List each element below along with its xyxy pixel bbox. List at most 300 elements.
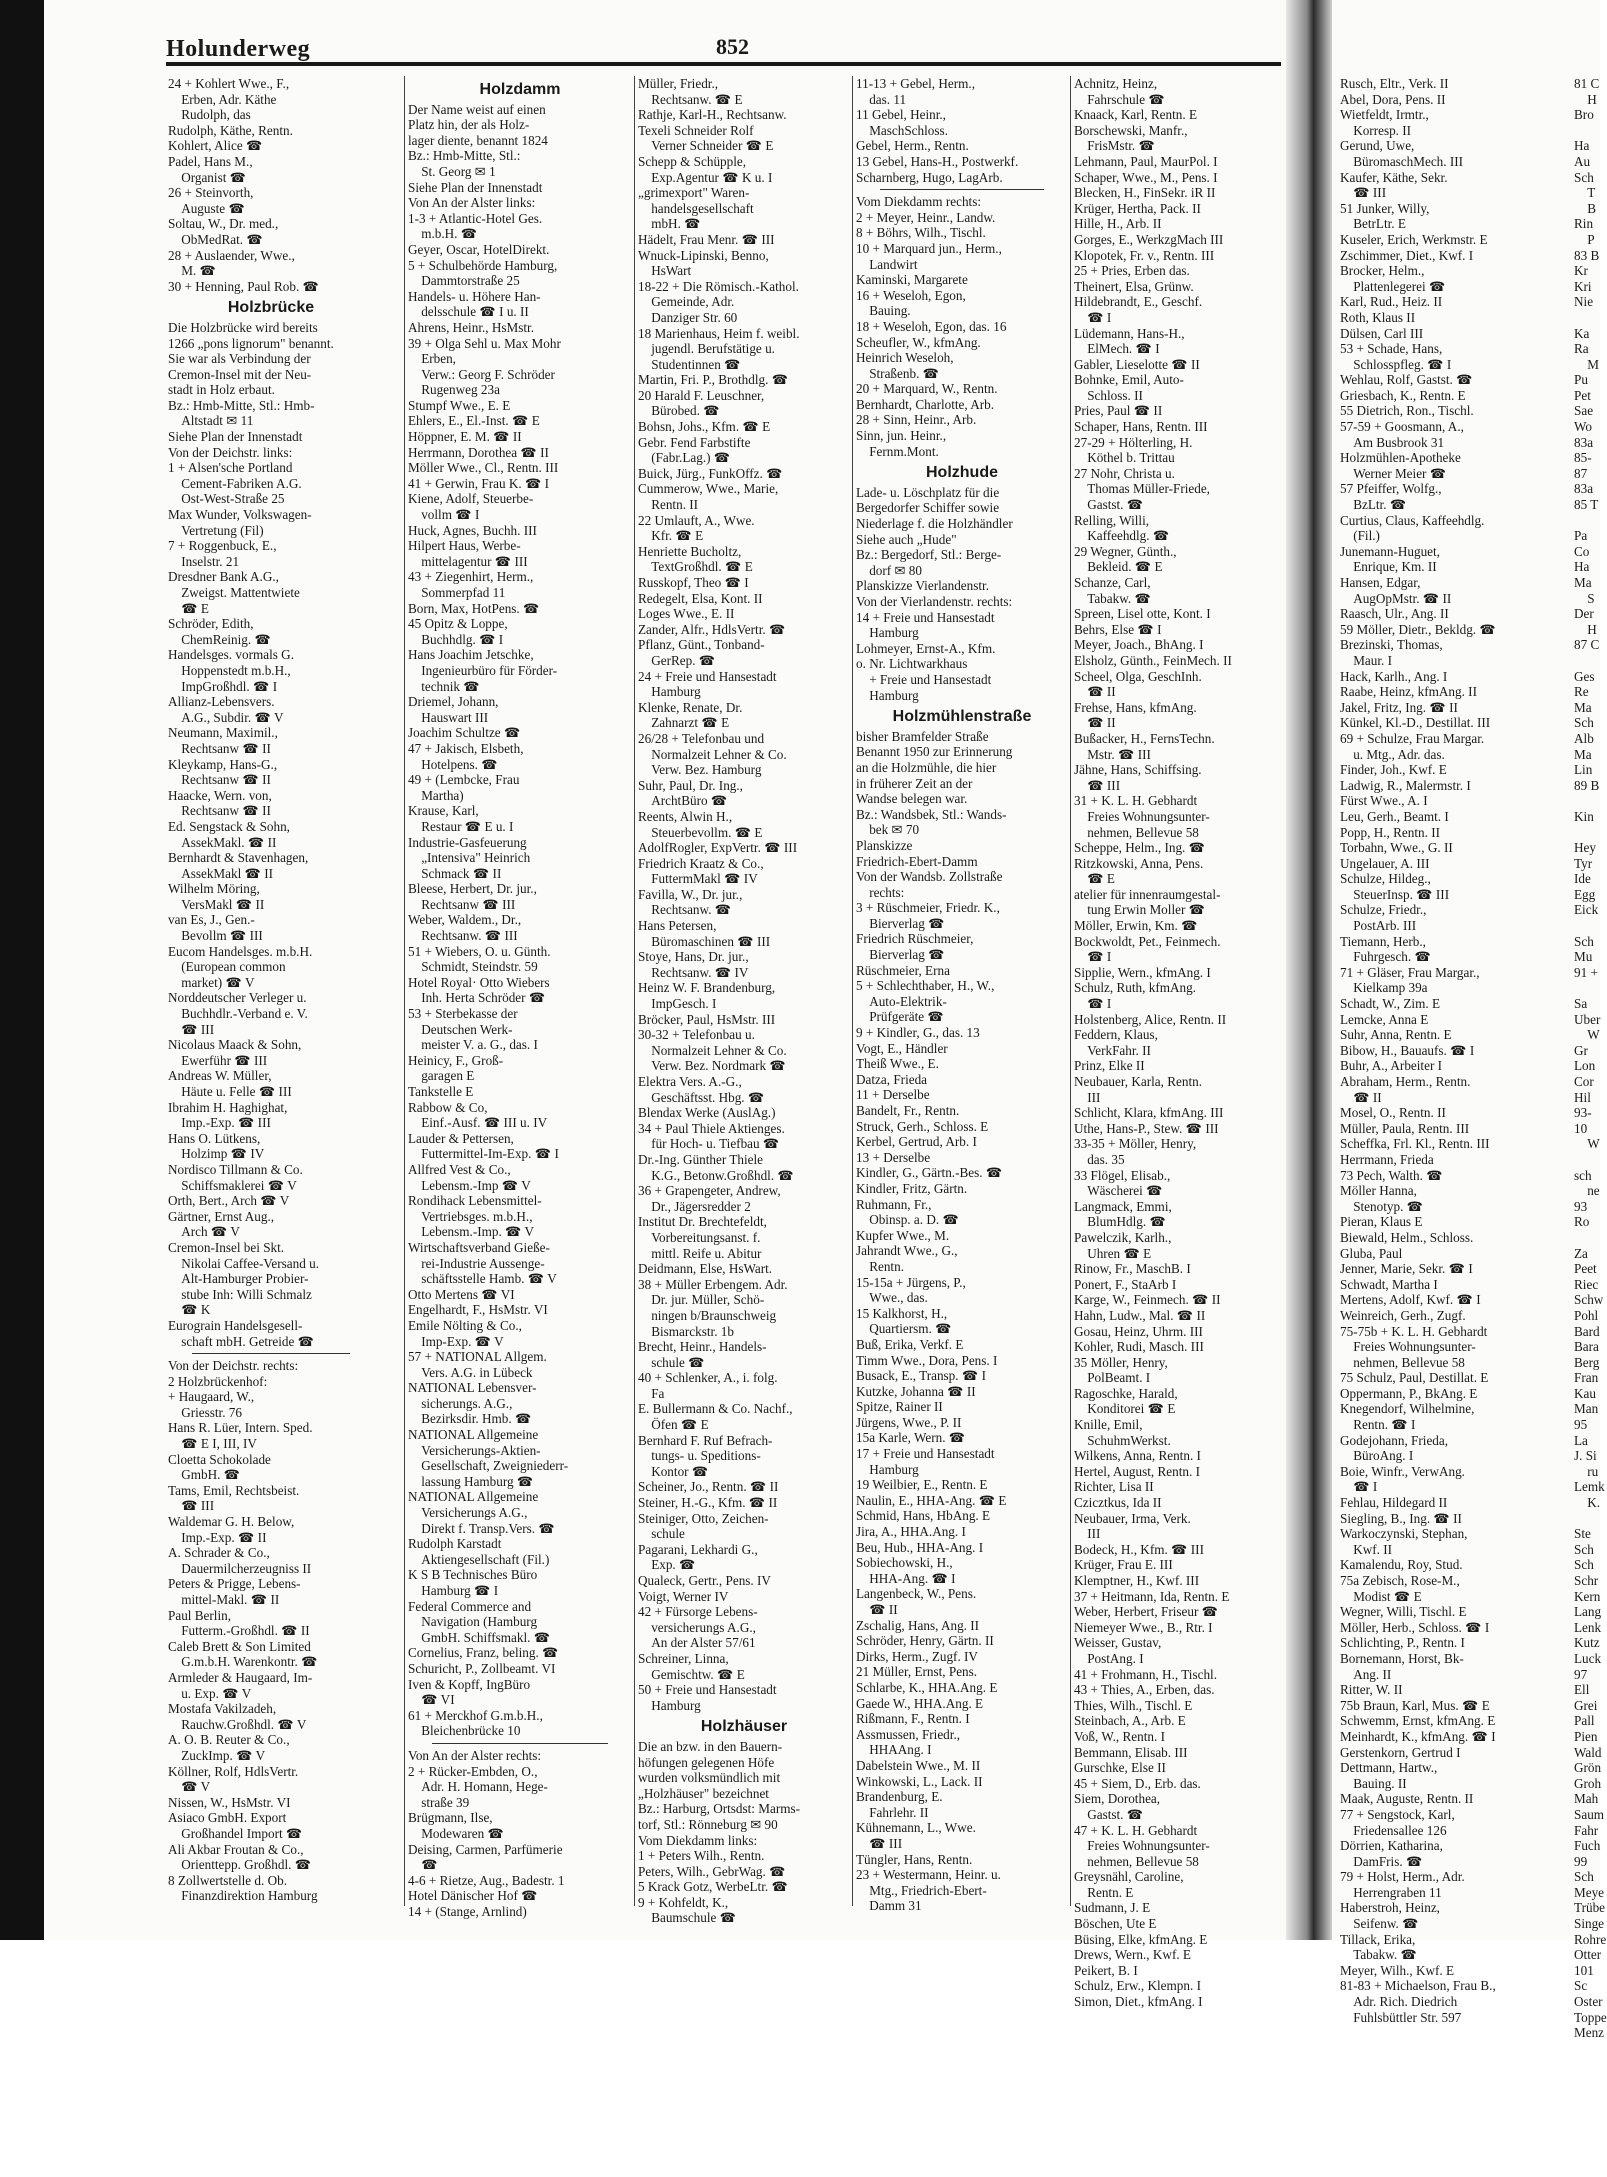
directory-entry-line: Wäscherei ☎ bbox=[1074, 1183, 1163, 1199]
directory-entry-line: u. Mtg., Adr. das. bbox=[1340, 746, 1445, 762]
directory-entry-line: Versicherungs-Aktien- bbox=[408, 1442, 541, 1458]
directory-entry-line: A. O. B. Reuter & Co., bbox=[168, 1732, 290, 1748]
directory-entry-line: 27-29 + Hölterling, H. bbox=[1074, 434, 1193, 450]
page-number: 852 bbox=[716, 34, 749, 59]
directory-entry-line: Möller Wwe., Cl., Rentn. III bbox=[408, 460, 559, 476]
directory-entry-line: Rinow, Fr., MaschB. I bbox=[1074, 1261, 1191, 1277]
directory-entry-line: Handelsges. vormals G. bbox=[168, 647, 294, 663]
directory-entry-line: Hans Joachim Jetschke, bbox=[408, 647, 534, 663]
directory-entry-line: Verw. Bez. Nordmark ☎ bbox=[638, 1058, 786, 1074]
directory-entry-line: Neumann, Maximil., bbox=[168, 725, 278, 741]
directory-entry-line: Suhr, Anna, Rentn. E bbox=[1340, 1027, 1452, 1043]
directory-entry-line: Langmack, Emmi, bbox=[1074, 1198, 1172, 1214]
directory-entry-line: 40 + Schlenker, A., i. folg. bbox=[638, 1370, 778, 1386]
directory-entry-line: ZuckImp. ☎ V bbox=[168, 1747, 266, 1763]
directory-entry-line: 26/28 + Telefonbau und bbox=[638, 730, 765, 746]
directory-entry-line: Herrmann, Frieda bbox=[1340, 1151, 1434, 1167]
directory-entry-line: Kin bbox=[1574, 793, 1594, 824]
directory-entry-line: Kr bbox=[1574, 263, 1588, 279]
directory-entry-line: Exp.Agentur ☎ K u. I bbox=[638, 169, 773, 185]
directory-entry-line: ☎ I bbox=[1340, 1479, 1378, 1495]
directory-entry-line: AugOpMstr. ☎ II bbox=[1340, 590, 1452, 606]
directory-entry-line: Industrie-Gasfeuerung bbox=[408, 834, 527, 850]
directory-column-5 bbox=[1074, 76, 1286, 2010]
directory-entry-line: Hauswart III bbox=[408, 709, 489, 725]
directory-entry-line: Kielkamp 39a bbox=[1340, 980, 1428, 996]
directory-entry-line: Böschen, Ute E bbox=[1074, 1916, 1157, 1932]
directory-entry-line: 75b Braun, Karl, Mus. ☎ E bbox=[1340, 1697, 1490, 1713]
directory-entry-line: Rabbow & Co, bbox=[408, 1099, 488, 1115]
directory-entry-line: Schmid, Hans, HbAng. E bbox=[856, 1508, 991, 1524]
directory-entry-line: Biewald, Helm., Schloss. bbox=[1340, 1229, 1474, 1245]
directory-column-7-cut bbox=[1574, 76, 1607, 2041]
directory-entry-line: 47 + Jakisch, Elsbeth, bbox=[408, 740, 524, 756]
directory-entry-line: Trübe bbox=[1574, 1900, 1606, 1916]
directory-entry-line: Die an bzw. in den Bauern- bbox=[638, 1738, 783, 1754]
directory-entry-line: Quartiersm. ☎ bbox=[856, 1321, 952, 1337]
directory-entry-line: DamFris. ☎ bbox=[1340, 1853, 1423, 1869]
directory-entry-line: Hil bbox=[1574, 1089, 1591, 1105]
directory-entry-line: Bz.: Wandsbek, Stl.: Wands- bbox=[856, 806, 1007, 822]
directory-entry-line: Relling, Willi, bbox=[1074, 512, 1150, 528]
directory-entry-line: Kuseler, Erich, Werkmstr. E bbox=[1340, 231, 1488, 247]
directory-entry-line: 57 Pfeiffer, Wolfg., bbox=[1340, 481, 1442, 497]
directory-entry-line: Sch bbox=[1574, 715, 1594, 731]
directory-entry-line: Vogt, E., Händler bbox=[856, 1040, 948, 1056]
directory-entry-line: ☎ II bbox=[1074, 684, 1116, 700]
directory-entry-line: HHA-Ang. ☎ I bbox=[856, 1570, 956, 1586]
directory-entry-line: Möller, Erwin, Km. ☎ bbox=[1074, 918, 1198, 934]
directory-entry-line: Bauing. II bbox=[1340, 1775, 1407, 1791]
directory-entry-line: 99 Sch bbox=[1574, 1853, 1594, 1885]
directory-entry-line: 38 + Müller Erbengem. Adr. bbox=[638, 1276, 788, 1292]
directory-entry-line: Erben, Adr. Käthe bbox=[168, 91, 277, 107]
directory-entry-line: Pu bbox=[1574, 372, 1588, 388]
directory-entry-line: 81-83 + Michaelson, Frau B., bbox=[1340, 1978, 1496, 1994]
directory-entry-line: Klemptner, H., Kwf. III bbox=[1074, 1573, 1200, 1588]
directory-entry-line: Schlosspfleg. ☎ I bbox=[1340, 356, 1452, 372]
directory-entry-line: Alt-Hamburger Probier- bbox=[168, 1271, 309, 1287]
directory-entry-line: Nicolaus Maack & Sohn, bbox=[168, 1037, 302, 1053]
directory-entry-line: mittelagentur ☎ III bbox=[408, 553, 528, 569]
directory-entry-line: Ra bbox=[1574, 341, 1589, 357]
directory-entry-line: Institut Dr. Brechtefeldt, bbox=[638, 1214, 767, 1230]
directory-entry-line: Hamburg bbox=[856, 1461, 919, 1477]
directory-entry-line: E. Bullermann & Co. Nachf., bbox=[638, 1401, 793, 1417]
directory-entry-line: Weber, Herbert, Friseur ☎ bbox=[1074, 1604, 1219, 1620]
directory-entry-line: Handels- u. Höhere Han- bbox=[408, 288, 541, 304]
directory-entry-line: Lang bbox=[1574, 1604, 1602, 1620]
directory-entry-line: Friedensallee 126 bbox=[1340, 1822, 1447, 1838]
directory-entry-line: Reents, Alwin H., bbox=[638, 808, 733, 824]
directory-entry-line: 28 + Sinn, Heinr., Arb. bbox=[856, 412, 977, 428]
directory-entry-line: Allfred Vest & Co., bbox=[408, 1161, 511, 1177]
street-heading: Holzhäuser bbox=[700, 1718, 788, 1736]
directory-entry-line: Sch bbox=[1574, 169, 1594, 185]
directory-entry-line: Lohmeyer, Ernst-A., Kfm. bbox=[856, 640, 996, 656]
directory-entry-line: Gebel, Herm., Rentn. bbox=[856, 138, 969, 154]
directory-entry-line: Rugenweg 23a bbox=[408, 382, 500, 398]
directory-entry-line: M bbox=[1574, 356, 1599, 372]
directory-entry-line: Der Name weist auf einen bbox=[408, 101, 546, 117]
directory-entry-line: Schwadt, Martha I bbox=[1340, 1276, 1438, 1292]
directory-entry-line: Schulze, Hildeg., bbox=[1340, 871, 1431, 887]
directory-entry-line: Inh. Herta Schröder ☎ bbox=[408, 990, 546, 1006]
directory-entry-line: Meinhardt, K., kfmAng. ☎ I bbox=[1340, 1728, 1496, 1744]
directory-entry-line: ☎ E bbox=[1074, 871, 1115, 887]
directory-entry-line: Scharnberg, Hugo, LagArb. bbox=[856, 169, 1003, 185]
directory-entry-line: AssekMakl. ☎ II bbox=[168, 834, 277, 850]
directory-entry-line: Dabelstein Wwe., M. II bbox=[856, 1757, 981, 1773]
directory-entry-line: Kaffeehdlg. ☎ bbox=[1074, 528, 1170, 544]
directory-entry-line: Groh bbox=[1574, 1775, 1602, 1791]
directory-entry-line: Sobiechowski, H., bbox=[856, 1555, 953, 1571]
street-heading: Holzmühlenstraße bbox=[892, 708, 1032, 726]
directory-entry-line: FuttermMakl ☎ IV bbox=[638, 871, 758, 887]
directory-entry-line: Abel, Dora, Pens. II bbox=[1340, 91, 1446, 107]
directory-entry-line: Hack, Karlh., Ang. I bbox=[1340, 668, 1448, 684]
directory-entry-line: Erben, bbox=[408, 351, 456, 367]
directory-entry-line: Müller, Paula, Rentn. III bbox=[1340, 1120, 1470, 1136]
directory-entry-line: Federal Commerce and bbox=[408, 1598, 532, 1614]
directory-entry-line: Bergedorfer Schiffer sowie bbox=[856, 500, 1000, 516]
directory-entry-line: nehmen, Bellevue 58 bbox=[1340, 1354, 1465, 1370]
directory-entry-line: Born, Max, HotPens. ☎ bbox=[408, 600, 540, 616]
directory-entry-line: Imp-Exp. ☎ V bbox=[408, 1333, 504, 1349]
directory-entry-line: 75 Schulz, Paul, Destillat. E bbox=[1340, 1370, 1489, 1386]
directory-entry-line: Stoye, Hans, Dr. jur., bbox=[638, 949, 749, 965]
directory-entry-line: Sch bbox=[1574, 1557, 1594, 1573]
directory-entry-line: Rißmann, F., Rentn. I bbox=[856, 1711, 970, 1727]
directory-entry-line: Junemann-Huguet, bbox=[1340, 543, 1440, 559]
directory-entry-line: 1266 „pons lignorum" benannt. bbox=[168, 335, 334, 351]
directory-entry-line: Auguste ☎ bbox=[168, 200, 245, 216]
directory-entry-line: Popp, H., Rentn. II bbox=[1340, 824, 1441, 840]
directory-entry-line: Bezirksdir. Hmb. ☎ bbox=[408, 1411, 532, 1427]
directory-entry-line: 50 + Freie und Hansestadt bbox=[638, 1682, 777, 1698]
directory-entry-line: Jakel, Fritz, Ing. ☎ II bbox=[1340, 699, 1458, 715]
directory-entry-line: Schreiner, Linna, bbox=[638, 1650, 729, 1666]
directory-entry-line: Normalzeit Lehner & Co. bbox=[638, 746, 787, 762]
directory-entry-line: Herrmann, Dorothea ☎ II bbox=[408, 444, 549, 460]
directory-entry-line: Schmidt, Steindstr. 59 bbox=[408, 959, 538, 975]
directory-entry-line: ☎ K bbox=[168, 1302, 211, 1318]
directory-entry-line: Bauing. bbox=[856, 303, 911, 319]
directory-entry-line: rei-Industrie Aussenge- bbox=[408, 1255, 545, 1271]
directory-entry-line: Nordisco Tillmann & Co. bbox=[168, 1161, 303, 1177]
directory-entry-line: Der bbox=[1574, 606, 1594, 622]
directory-entry-line: Behrs, Else ☎ I bbox=[1074, 621, 1162, 637]
directory-entry-line: Ma bbox=[1574, 746, 1592, 762]
directory-entry-line: Haberstroh, Heinz, bbox=[1340, 1900, 1440, 1916]
directory-entry-line: Rechtsanw. ☎ E bbox=[638, 91, 743, 107]
directory-entry-line: Weisser, Gustav, bbox=[1074, 1635, 1162, 1651]
directory-entry-line: Spreen, Lisel otte, Kont. I bbox=[1074, 606, 1211, 622]
directory-entry-line: 27 Nohr, Christa u. bbox=[1074, 465, 1175, 481]
column-divider bbox=[634, 76, 635, 1906]
directory-entry-line: Holzmühlen-Apotheke bbox=[1340, 450, 1461, 466]
directory-entry-line: Lehmann, Paul, MaurPol. I bbox=[1074, 153, 1218, 169]
directory-entry-line: Bard bbox=[1574, 1323, 1600, 1339]
directory-entry-line: 95 La bbox=[1574, 1417, 1591, 1448]
directory-entry-line: Peikert, B. I bbox=[1074, 1962, 1138, 1978]
directory-entry-line: ObMedRat. ☎ bbox=[168, 231, 263, 247]
directory-entry-line: Kaminski, Margarete bbox=[856, 272, 968, 288]
directory-entry-line: Iven & Kopff, IngBüro bbox=[408, 1676, 531, 1692]
directory-entry-line: Imp.-Exp. ☎ II bbox=[168, 1529, 267, 1545]
directory-entry-line: 4-6 + Rietze, Aug., Badestr. 1 bbox=[408, 1872, 565, 1888]
directory-entry-line: Schloss. II bbox=[1074, 387, 1143, 403]
directory-entry-line: Ha bbox=[1574, 122, 1590, 154]
directory-entry-line: Kerbel, Gertrud, Arb. I bbox=[856, 1134, 977, 1150]
directory-entry-line: Holstenberg, Alice, Rentn. II bbox=[1074, 1011, 1227, 1027]
directory-entry-line: Weinreich, Gerh., Zugf. bbox=[1340, 1307, 1466, 1323]
directory-entry-line: ☎ E bbox=[168, 600, 209, 616]
directory-entry-line: bisher Bramfelder Straße bbox=[856, 728, 989, 744]
directory-entry-line: Hotelpens. ☎ bbox=[408, 756, 498, 772]
directory-entry-line: m.b.H. ☎ bbox=[408, 226, 478, 242]
directory-entry-line: Künkel, Kl.-D., Destillat. III bbox=[1340, 715, 1491, 731]
directory-entry-line: W bbox=[1574, 1027, 1600, 1043]
directory-entry-line: Hildebrandt, E., Geschf. bbox=[1074, 294, 1203, 310]
directory-entry-line: Feddern, Klaus, bbox=[1074, 1027, 1158, 1043]
directory-entry-line: Frehse, Hans, kfmAng. bbox=[1074, 699, 1197, 715]
directory-entry-line: Brandenburg, E. bbox=[856, 1789, 943, 1805]
directory-entry-line: Langenbeck, W., Pens. bbox=[856, 1586, 977, 1602]
directory-entry-line: 20 Harald F. Leuschner, bbox=[638, 387, 765, 403]
directory-entry-line: Bürobed. ☎ bbox=[638, 403, 720, 419]
directory-entry-line: Sudmann, J. E bbox=[1074, 1900, 1151, 1916]
directory-entry-line: Huck, Agnes, Buchh. III bbox=[408, 522, 537, 538]
directory-entry-line: Bröcker, Paul, HsMstr. III bbox=[638, 1011, 776, 1027]
directory-entry-line: Achnitz, Heinz, bbox=[1074, 76, 1158, 91]
directory-entry-line: Deutschen Werk- bbox=[408, 1021, 513, 1037]
directory-entry-line: 83a bbox=[1574, 481, 1594, 497]
directory-entry-line: Struck, Gerh., Schloss. E bbox=[856, 1118, 989, 1134]
directory-entry-line: Mosel, O., Rentn. II bbox=[1340, 1105, 1446, 1121]
directory-entry-line: Bernhardt & Stavenhagen, bbox=[168, 850, 309, 866]
directory-entry-line: Schlarbe, K., HHA.Ang. E bbox=[856, 1679, 998, 1695]
directory-entry-line: 8 + Böhrs, Wilh., Tischl. bbox=[856, 225, 986, 241]
directory-entry-line: ☎ VI bbox=[408, 1692, 455, 1708]
directory-entry-line: A.G., Subdir. ☎ V bbox=[168, 709, 284, 725]
directory-entry-line: Siehe Plan der Innenstadt bbox=[408, 179, 543, 195]
directory-entry-line: PolBeamt. I bbox=[1074, 1370, 1151, 1386]
section-divider bbox=[880, 189, 1044, 190]
directory-entry-line: Bornemann, Horst, Bk- bbox=[1340, 1650, 1464, 1666]
directory-entry-line: Bernhard F. Ruf Befrach- bbox=[638, 1432, 773, 1448]
directory-entry-line: HsWart bbox=[638, 263, 692, 279]
directory-entry-line: Datza, Frieda bbox=[856, 1071, 928, 1087]
directory-entry-line: H bbox=[1574, 91, 1597, 107]
directory-entry-line: Busack, E., Transp. ☎ I bbox=[856, 1368, 986, 1384]
directory-entry-line: Cornelius, Franz, beling. ☎ bbox=[408, 1645, 559, 1661]
directory-entry-line: Prüfgeräte ☎ bbox=[856, 1009, 944, 1025]
directory-entry-line: Gorges, E., WerkzgMach III bbox=[1074, 231, 1224, 247]
directory-entry-line: Krause, Karl, bbox=[408, 803, 479, 819]
directory-entry-line: Pohl bbox=[1574, 1307, 1599, 1323]
directory-entry-line: rechts: bbox=[856, 884, 905, 900]
directory-entry-line: Czicztkus, Ida II bbox=[1074, 1495, 1162, 1511]
page-header bbox=[166, 30, 1281, 62]
directory-entry-line: Texeli Schneider Rolf bbox=[638, 122, 754, 138]
directory-entry-line: Schadt, W., Zim. E bbox=[1340, 996, 1440, 1012]
directory-entry-line: Dr.-Ing. Günther Thiele bbox=[638, 1151, 764, 1167]
directory-entry-line: Neubauer, Karla, Rentn. bbox=[1074, 1074, 1202, 1089]
directory-entry-line: Uber bbox=[1574, 1011, 1601, 1027]
directory-entry-line: Rechtsanw. ☎ III bbox=[408, 928, 518, 944]
directory-entry-line: Kühnemann, L., Wwe. bbox=[856, 1820, 976, 1836]
directory-entry-line: Klopotek, Fr. v., Rentn. III bbox=[1074, 247, 1215, 263]
directory-entry-line: Berg bbox=[1574, 1354, 1600, 1370]
directory-entry-line: Lebensm.-Imp. ☎ V bbox=[408, 1224, 535, 1240]
directory-entry-line: Dettmann, Hartw., bbox=[1340, 1760, 1438, 1776]
directory-entry-line: Maak, Auguste, Rentn. II bbox=[1340, 1791, 1474, 1807]
directory-entry-line: + Freie und Hansestadt bbox=[856, 671, 992, 687]
directory-entry-line: 53 + Schade, Hans, bbox=[1340, 341, 1443, 357]
directory-entry-line: Ponert, F., StaArb I bbox=[1074, 1276, 1177, 1292]
directory-entry-line: Waldemar G. H. Below, bbox=[168, 1514, 295, 1530]
directory-entry-line: AssekMakl ☎ II bbox=[168, 865, 274, 881]
directory-entry-line: Maur. I bbox=[1340, 652, 1393, 668]
directory-entry-line: Otto Mertens ☎ VI bbox=[408, 1286, 515, 1302]
directory-entry-line: Klenke, Renate, Dr. bbox=[638, 699, 743, 715]
directory-entry-line: Bierverlag ☎ bbox=[856, 915, 945, 931]
directory-entry-line: K.G., Betonw.Großhdl. ☎ bbox=[638, 1167, 794, 1183]
directory-entry-line: Fahr bbox=[1574, 1822, 1599, 1838]
directory-entry-line: 20 + Marquard, W., Rentn. bbox=[856, 381, 998, 397]
directory-entry-line: Tüngler, Hans, Rentn. bbox=[856, 1851, 973, 1867]
directory-entry-line: Verw. Bez. Hamburg bbox=[638, 762, 762, 778]
directory-entry-line: 97 Ell bbox=[1574, 1666, 1591, 1698]
directory-entry-line: „Holzhäuser" bezeichnet bbox=[638, 1785, 769, 1801]
directory-entry-line: St. Georg ✉ 1 bbox=[408, 163, 496, 179]
directory-entry-line: Friedrich Kraatz & Co., bbox=[638, 855, 764, 871]
directory-entry-line: in früherer Zeit an der bbox=[856, 775, 973, 791]
directory-entry-line: 71 + Gläser, Frau Margar., bbox=[1340, 964, 1480, 980]
directory-entry-line: Tillack, Erika, bbox=[1340, 1931, 1416, 1947]
directory-entry-line: III bbox=[1074, 1089, 1101, 1105]
directory-entry-line: Dr., Jägersredder 2 bbox=[638, 1198, 751, 1214]
directory-entry-line: Dauermilcherzeugniss II bbox=[168, 1560, 312, 1576]
directory-entry-line: Redegelt, Elsa, Kont. II bbox=[638, 590, 763, 606]
directory-entry-line: Kohler, Rudi, Masch. III bbox=[1074, 1339, 1204, 1355]
directory-entry-line: Ragoschke, Harald, bbox=[1074, 1385, 1178, 1401]
directory-entry-line: 41 + Frohmann, H., Tischl. bbox=[1074, 1666, 1217, 1682]
directory-entry-line: Fernm.Mont. bbox=[856, 443, 939, 459]
directory-entry-line: Damm 31 bbox=[856, 1898, 922, 1914]
directory-entry-line: Lenk bbox=[1574, 1619, 1602, 1635]
directory-entry-line: Kaufer, Käthe, Sekr. bbox=[1340, 169, 1448, 185]
directory-entry-line: 30 + Henning, Paul Rob. ☎ bbox=[168, 278, 319, 294]
directory-entry-line: 83 B bbox=[1574, 247, 1600, 263]
directory-entry-line: Gabler, Lieselotte ☎ II bbox=[1074, 356, 1200, 372]
directory-entry-line: W bbox=[1574, 1136, 1600, 1152]
directory-entry-line: Kutz bbox=[1574, 1635, 1600, 1651]
directory-entry-line: 1 + Alsen'sche Portland bbox=[168, 460, 293, 476]
directory-entry-line: FrisMstr. ☎ bbox=[1074, 138, 1155, 154]
directory-entry-line: mittel-Makl. ☎ II bbox=[168, 1592, 280, 1607]
directory-entry-line: Gurschke, Else II bbox=[1074, 1760, 1166, 1776]
directory-entry-line: 93 Ro bbox=[1574, 1198, 1591, 1230]
directory-entry-line: Hans R. Lüer, Intern. Sped. bbox=[168, 1420, 313, 1436]
directory-entry-line: Ha bbox=[1574, 559, 1590, 575]
directory-entry-line: VerkFahr. II bbox=[1074, 1042, 1151, 1058]
directory-entry-line: Nie bbox=[1574, 294, 1594, 310]
directory-entry-line: 2 + Meyer, Heinr., Landw. bbox=[856, 209, 996, 225]
directory-entry-line: 61 + Merckhof G.m.b.H., bbox=[408, 1707, 543, 1723]
directory-entry-line: (European common bbox=[168, 959, 286, 975]
directory-entry-line: Thies, Wilh., Tischl. E bbox=[1074, 1697, 1193, 1713]
directory-entry-line: Lebensm.-Imp ☎ V bbox=[408, 1177, 531, 1193]
directory-entry-line: Peters & Prigge, Lebens- bbox=[168, 1576, 301, 1592]
directory-entry-line: Rechtsanw ☎ III bbox=[408, 896, 516, 912]
directory-entry-line: PostArb. III bbox=[1340, 918, 1417, 934]
directory-entry-line: Gastst. ☎ bbox=[1074, 1806, 1144, 1822]
directory-entry-line: Soltau, W., Dr. med., bbox=[168, 216, 279, 232]
directory-entry-line: Norddeutscher Verleger u. bbox=[168, 990, 307, 1006]
directory-entry-line: Buß, Erika, Verkf. E bbox=[856, 1336, 964, 1352]
directory-entry-line: Drews, Wern., Kwf. E bbox=[1074, 1947, 1191, 1963]
directory-entry-line: Kutzke, Johanna ☎ II bbox=[856, 1383, 976, 1399]
directory-entry-line: Schulz, Erw., Klempn. I bbox=[1074, 1978, 1201, 1994]
directory-entry-line: Kiene, Adolf, Steuerbe- bbox=[408, 491, 534, 507]
directory-entry-line: Griesstr. 76 bbox=[168, 1404, 242, 1420]
directory-entry-line: Voigt, Werner IV bbox=[638, 1588, 729, 1604]
directory-entry-line: 57-59 + Goosmann, A., bbox=[1340, 419, 1464, 435]
directory-entry-line: Hamburg bbox=[856, 625, 919, 641]
directory-entry-line: tung Erwin Moller ☎ bbox=[1074, 902, 1206, 918]
directory-entry-line: 5 + Schulbehörde Hamburg, bbox=[408, 257, 558, 273]
directory-entry-line: Rentn. II bbox=[638, 497, 699, 513]
directory-entry-line: 91 + bbox=[1574, 964, 1598, 980]
directory-entry-line: 8 Zollwertstelle d. Ob. bbox=[168, 1872, 288, 1888]
directory-entry-line: Kupfer Wwe., M. bbox=[856, 1227, 950, 1243]
directory-entry-line: Meye bbox=[1574, 1884, 1605, 1900]
directory-entry-line: Wo bbox=[1574, 419, 1592, 435]
directory-entry-line: Ang. II bbox=[1340, 1666, 1392, 1682]
street-heading: Holzbrücke bbox=[227, 299, 315, 317]
directory-entry-line: Gemeinde, Adr. bbox=[638, 294, 735, 310]
directory-entry-line: BüromaschMech. III bbox=[1340, 153, 1464, 169]
directory-entry-line: Von der Vierlandenstr. rechts: bbox=[856, 594, 1013, 609]
directory-entry-line: Roth, Klaus II bbox=[1340, 309, 1416, 325]
directory-entry-line: Vorbereitungsanst. f. bbox=[638, 1229, 761, 1245]
directory-entry-line: ru bbox=[1574, 1463, 1599, 1479]
directory-entry-line: Lüdemann, Hans-H., bbox=[1074, 325, 1185, 341]
directory-entry-line: Voß, W., Rentn. I bbox=[1074, 1728, 1165, 1744]
directory-entry-line: Cremon-Insel mit der Neu- bbox=[168, 366, 312, 382]
directory-entry-line: 47 + K. L. H. Gebhardt bbox=[1074, 1822, 1198, 1838]
directory-entry-line: Warkoczynski, Stephan, bbox=[1340, 1526, 1468, 1542]
directory-entry-line: Büromaschinen ☎ III bbox=[638, 933, 771, 949]
directory-entry-line: Blendax Werke (AuslAg.) bbox=[638, 1105, 776, 1121]
directory-entry-line: Schiffsmaklerei ☎ V bbox=[168, 1177, 297, 1193]
directory-entry-line: Am Busbrook 31 bbox=[1340, 434, 1445, 450]
directory-entry-line: nehmen, Bellevue 58 bbox=[1074, 1853, 1199, 1869]
directory-entry-line: 3 + Rüschmeier, Friedr. K., bbox=[856, 900, 1000, 916]
directory-entry-line: ☎ bbox=[408, 1857, 438, 1873]
directory-entry-line: ☎ II bbox=[856, 1602, 898, 1617]
directory-entry-line: Futterm.-Großhdl. ☎ II bbox=[168, 1623, 310, 1639]
directory-entry-line: Scheel, Olga, GeschInh. bbox=[1074, 668, 1202, 684]
directory-entry-line: Schepp & Schüpple, bbox=[638, 153, 747, 169]
directory-entry-line: schule ☎ bbox=[638, 1354, 705, 1370]
directory-entry-line: A. Schrader & Co., bbox=[168, 1545, 270, 1561]
directory-entry-line: Nikolai Caffee-Versand u. bbox=[168, 1255, 319, 1271]
directory-entry-line: Pries, Paul ☎ II bbox=[1074, 403, 1163, 419]
directory-entry-line: Raasch, Ulr., Ang. II bbox=[1340, 606, 1449, 622]
